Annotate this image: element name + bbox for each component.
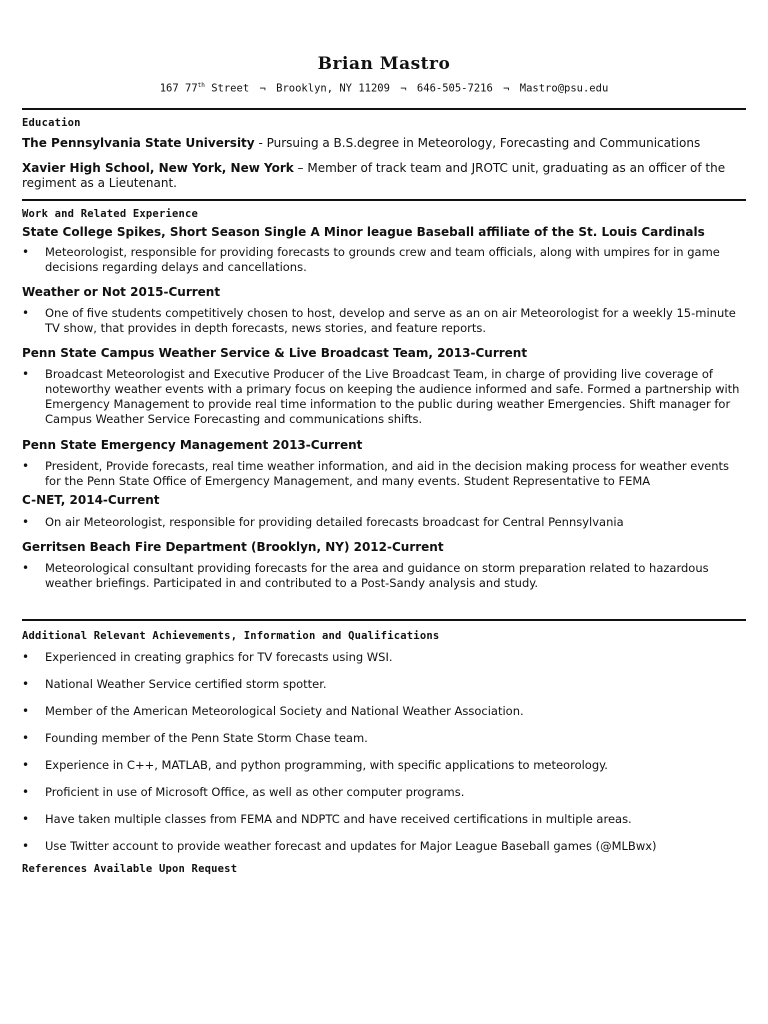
achievement-item: • National Weather Service certified storm spotter.	[22, 677, 746, 692]
contact-city: Brooklyn, NY 11209	[276, 82, 390, 95]
separator: ¬	[259, 82, 266, 95]
job-bullet: • Meteorological consultant providing forecasts for the area and guidance on storm preparation related to hazardous weather briefings. Participated in and contributed to a Post-Sandy analysis and study.	[22, 561, 746, 591]
achievement-item: • Have taken multiple classes from FEMA and NDPTC and have received certifications in multiple areas.	[22, 812, 746, 827]
separator: ¬	[400, 82, 407, 95]
achievement-item: • Proficient in use of Microsoft Office, as well as other computer programs.	[22, 785, 746, 800]
job-bullet: • Broadcast Meteorologist and Executive Producer of the Live Broadcast Team, in charge of providing live coverage of noteworthy weather events with a primary focus on keeping the audience informed and safe. Formed a partnership with Emergency Management to provide real time information to the public during weather Emergencies. Shift manager for Campus Weather Service Forecasting and communications shifts.	[22, 367, 746, 427]
job-title: Penn State Campus Weather Service & Live Broadcast Team, 2013-Current	[22, 346, 528, 360]
job-bullets	[22, 367, 746, 427]
separator: ¬	[503, 82, 510, 95]
job-bullets	[22, 459, 746, 489]
job-bullet: • President, Provide forecasts, real time weather information, and aid in the decision making process for weather events for the Penn State Office of Emergency Management, and many events. Student Representative to FEMA	[22, 459, 746, 489]
job-title: Weather or Not 2015-Current	[22, 285, 221, 299]
job-bullets	[22, 306, 746, 336]
contact-phone: 646-505-7216	[416, 82, 493, 95]
school-detail: – Member of track team and JROTC unit, graduating as an officer of the regiment as a Lieutenant.	[22, 161, 726, 190]
achievements-heading: Additional Relevant Achievements, Information and Qualifications	[22, 630, 440, 642]
job-title: C-NET, 2014-Current	[22, 493, 160, 507]
school-detail: - Pursuing a B.S.degree in Meteorology, Forecasting and Communications	[254, 136, 701, 150]
education-entry	[22, 161, 746, 191]
references-note: References Available Upon Request	[22, 863, 238, 875]
education-heading: Education	[22, 117, 81, 129]
achievement-item: • Experienced in creating graphics for TV forecasts using WSI.	[22, 650, 746, 665]
contact-line	[22, 78, 746, 94]
school-name: The Pennsylvania State University	[22, 136, 255, 150]
resume-page	[22, 0, 746, 878]
achievement-item: • Member of the American Meteorological Society and National Weather Association.	[22, 704, 746, 719]
street-number: 167 77	[159, 82, 198, 95]
job-bullets	[22, 561, 746, 591]
street-suffix: th	[197, 82, 205, 89]
job-title: State College Spikes, Short Season Single A Minor league Baseball affiliate of the St. Louis Cardinals	[22, 225, 705, 239]
job-title: Penn State Emergency Management 2013-Current	[22, 438, 363, 452]
achievement-item: • Founding member of the Penn State Storm Chase team.	[22, 731, 746, 746]
street-word: Street	[211, 82, 250, 95]
job-bullet: • Meteorologist, responsible for providing forecasts to grounds crew and team officials, along with umpires for in game decisions regarding delays and cancellations.	[22, 245, 746, 275]
job-bullet: • One of five students competitively chosen to host, develop and serve as an on air Meteorologist for a weekly 15-minute TV show, that provides in depth forecasts, news stories, and feature reports.	[22, 306, 746, 336]
section-divider	[22, 108, 746, 110]
job-title: Gerritsen Beach Fire Department (Brooklyn, NY) 2012-Current	[22, 540, 444, 554]
section-divider	[22, 619, 746, 621]
contact-email: Mastro@psu.edu	[519, 82, 609, 95]
section-divider	[22, 199, 746, 201]
resume-name: Brian Mastro	[317, 54, 451, 74]
job-bullets	[22, 245, 746, 275]
education-entry	[22, 136, 746, 151]
school-name: Xavier High School, New York, New York	[22, 161, 294, 175]
job-bullets	[22, 515, 746, 530]
work-heading: Work and Related Experience	[22, 208, 199, 220]
achievements-list	[22, 650, 746, 854]
achievement-item: • Experience in C++, MATLAB, and python programming, with specific applications to meteorology.	[22, 758, 746, 773]
achievement-item: • Use Twitter account to provide weather forecast and updates for Major League Baseball games (@MLBwx)	[22, 839, 746, 854]
job-bullet: • On air Meteorologist, responsible for providing detailed forecasts broadcast for Central Pennsylvania	[22, 515, 746, 530]
